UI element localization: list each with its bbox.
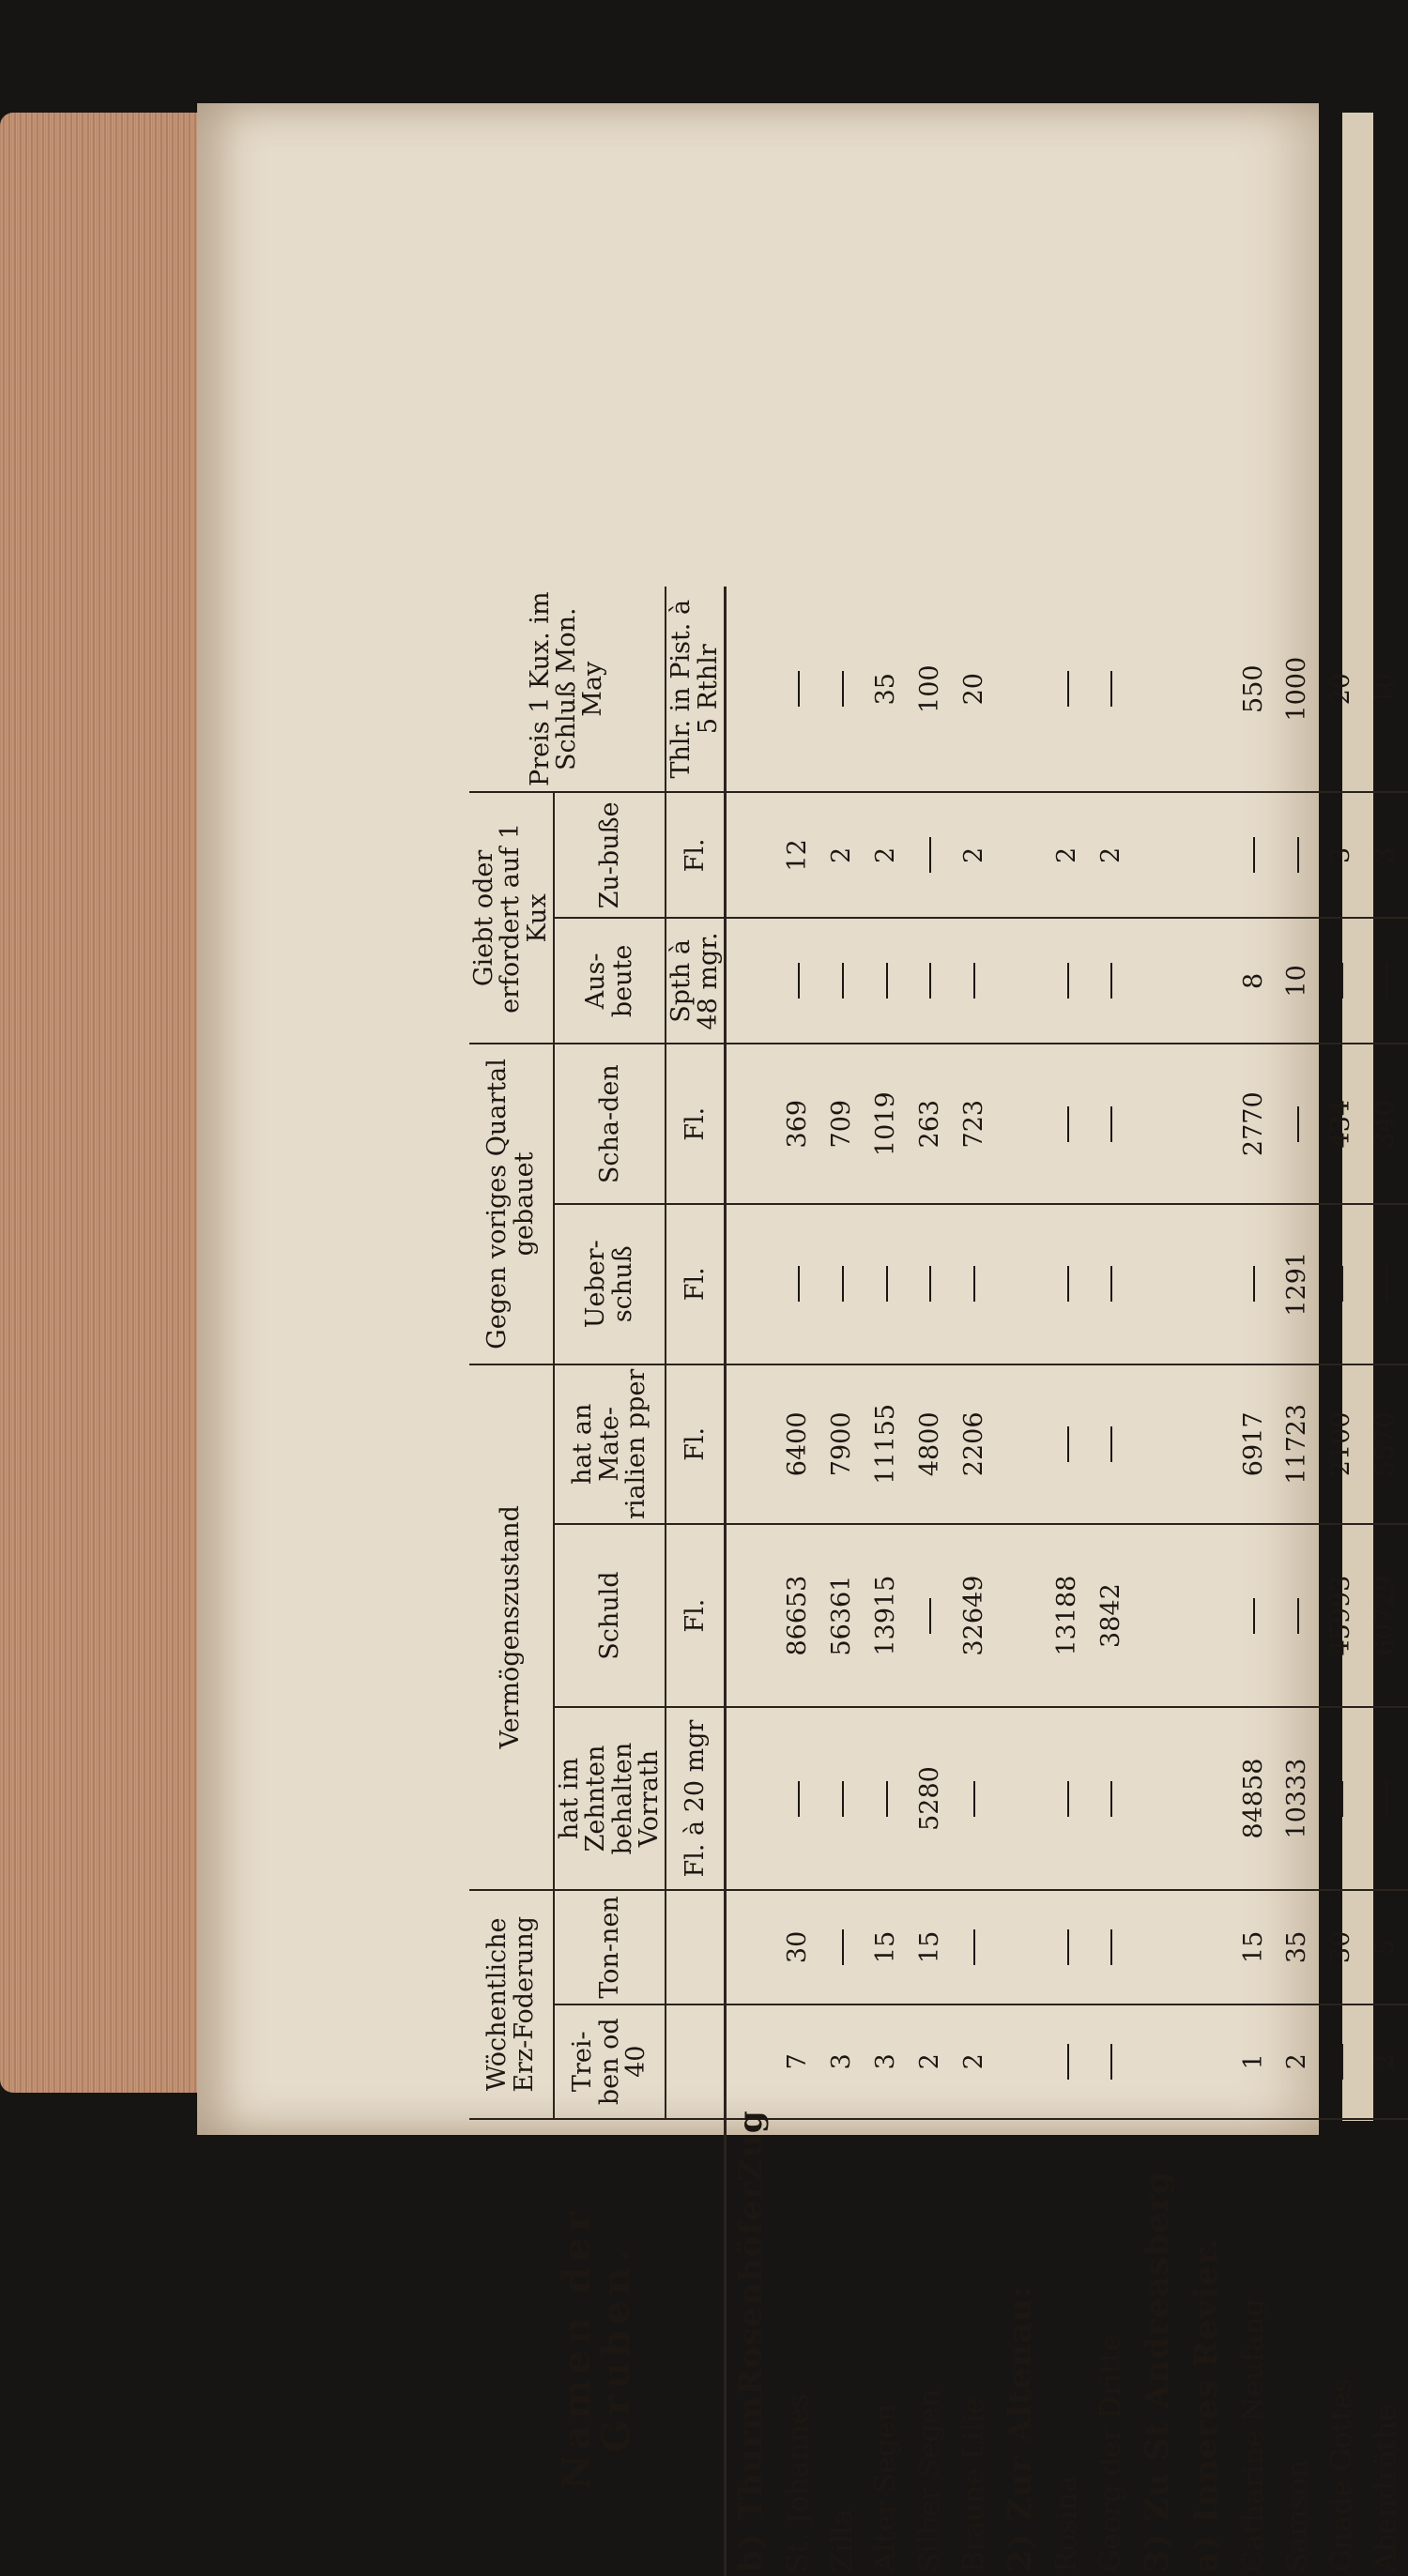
- cell-tonnen: [820, 1890, 865, 2004]
- cell-schaden: [996, 1044, 1045, 1204]
- cell-schuld: 13188: [1046, 1524, 1090, 1707]
- cell-schaden: 434: [1320, 1044, 1364, 1204]
- dash-mark: [1110, 2044, 1112, 2080]
- cell-zubusse: 2: [865, 792, 909, 918]
- mines-table: [469, 587, 1408, 2576]
- cell-zubusse: 2: [952, 792, 996, 918]
- cell-tonnen: [996, 1890, 1045, 2004]
- cell-schaden: 340: [1364, 1044, 1408, 1204]
- cell-zubusse: [1232, 792, 1276, 918]
- cell-tonnen: [1134, 1890, 1183, 2004]
- cell-tonnen: 35: [1276, 1890, 1320, 2004]
- table-row: [1232, 587, 1276, 2576]
- cell-treiben: 3: [865, 2004, 909, 2119]
- cell-treiben: 3: [820, 2004, 865, 2119]
- dash-mark: [886, 963, 888, 998]
- cell-schuld: 45993: [1320, 1524, 1364, 1707]
- cell-schaden: 1019: [865, 1044, 909, 1204]
- dash-mark: [929, 837, 931, 873]
- dash-mark: [1110, 1929, 1112, 1965]
- cell-zubusse: 2: [1046, 792, 1090, 918]
- cell-tonnen: [726, 1890, 776, 2004]
- dash-mark: [1067, 1781, 1069, 1817]
- header-ausbeute: Aus-beute: [554, 918, 666, 1044]
- dash-mark: [798, 1781, 800, 1817]
- dash-mark: [973, 963, 975, 998]
- cell-schaden: [1276, 1044, 1320, 1204]
- mine-name: Abendröthe: [1364, 2119, 1408, 2576]
- dash-mark: [929, 963, 931, 998]
- header-vermoegen: Vermögenszustand: [469, 1364, 554, 1890]
- cell-zubusse: 2: [1090, 792, 1134, 918]
- cell-preis: 20: [1326, 673, 1356, 706]
- table-row: [1276, 587, 1320, 2576]
- mine-name: Silber Segen: [909, 2119, 953, 2576]
- table-row: [1046, 587, 1090, 2576]
- header-gegen: Gegen voriges Quartal gebauet: [469, 1044, 554, 1364]
- cell-vorrath: [865, 1707, 909, 1890]
- mine-name: St. Johannes: [776, 2119, 820, 2576]
- cell-preis: 100: [914, 664, 944, 713]
- cell-tonnen: 15: [865, 1890, 909, 2004]
- cell-schaden: [1046, 1044, 1090, 1204]
- dash-mark: [973, 1781, 975, 1817]
- cell-schaden: [1134, 1044, 1183, 1204]
- cell-schuld: [1134, 1524, 1183, 1707]
- cell-preis: [820, 587, 865, 792]
- cell-mat: 7900: [820, 1364, 865, 1525]
- dash-mark: [798, 671, 800, 707]
- cell-ausbeute: 10: [1276, 918, 1320, 1044]
- dash-mark: [1110, 963, 1112, 998]
- dash-mark: [842, 1266, 844, 1302]
- cell-schaden: [1090, 1044, 1134, 1204]
- section-row: [1134, 587, 1183, 2576]
- table-row: [776, 587, 820, 2576]
- cell-mat: 2100: [1320, 1364, 1364, 1525]
- mine-name: Rosina: [1046, 2119, 1090, 2576]
- cell-vorrath: [1320, 1707, 1364, 1890]
- dash-mark: [1341, 2044, 1343, 2080]
- header-materialien: hat an Mate-rialien pper: [554, 1364, 666, 1525]
- dash-mark: [1110, 1781, 1112, 1817]
- cell-treiben: [1134, 2004, 1183, 2119]
- dash-mark: [1110, 1266, 1112, 1302]
- dash-mark: [1110, 1106, 1112, 1142]
- cell-mat: [1090, 1364, 1134, 1525]
- dash-mark: [842, 1929, 844, 1965]
- header-schuld: Schuld: [554, 1524, 666, 1707]
- header-schaden: Scha-den: [554, 1044, 666, 1204]
- mine-name: Braune Lilie: [952, 2119, 996, 2576]
- mine-name: Alter Segen: [865, 2119, 909, 2576]
- section-label: b) ThurmRosenhöferZug: [726, 2119, 776, 2576]
- cell-ueber: [1183, 1204, 1232, 1364]
- cell-ausbeute: 8: [1232, 918, 1276, 1044]
- cell-zubusse: 3: [1320, 792, 1364, 918]
- cell-schuld: 32649: [952, 1524, 996, 1707]
- cell-zubusse: [726, 792, 776, 918]
- cell-tonnen: [1090, 1890, 1134, 2004]
- cell-treiben: 1: [1232, 2004, 1276, 2119]
- cell-schaden: 709: [820, 1044, 865, 1204]
- section-row: [1183, 587, 1232, 2576]
- cell-tonnen: 5: [1364, 1890, 1408, 2004]
- cell-ausbeute: [1320, 918, 1364, 1044]
- dash-mark: [1253, 837, 1255, 873]
- cell-treiben: 2: [909, 2004, 953, 2119]
- cell-ueber: [1090, 1204, 1134, 1364]
- dash-mark: [842, 963, 844, 998]
- cell-treiben: 2: [1276, 2004, 1320, 2119]
- cell-vorrath: [952, 1707, 996, 1890]
- dash-mark: [1385, 1781, 1387, 1817]
- cell-schuld: [996, 1524, 1045, 1707]
- cell-preis: [1046, 587, 1090, 792]
- dash-mark: [1067, 1426, 1069, 1462]
- cell-schuld: 3842: [1090, 1524, 1134, 1707]
- cell-ueber: [952, 1204, 996, 1364]
- cell-vorrath: 10333: [1276, 1707, 1320, 1890]
- cell-ueber: [1046, 1204, 1090, 1364]
- cell-ausbeute: [1134, 918, 1183, 1044]
- mine-name: Gnade Gottes: [1320, 2119, 1364, 2576]
- unit-zubusse: Fl.: [666, 792, 725, 918]
- unit-ueberschuss: Fl.: [666, 1204, 725, 1364]
- dash-mark: [1067, 1266, 1069, 1302]
- cell-ueber: [726, 1204, 776, 1364]
- cell-vorrath: [1134, 1707, 1183, 1890]
- cell-ueber: [820, 1204, 865, 1364]
- dash-mark: [1067, 1106, 1069, 1142]
- dash-mark: [1385, 963, 1387, 998]
- cell-zubusse: [996, 792, 1045, 918]
- header-zubusse: Zu-buße: [554, 792, 666, 918]
- cell-mat: 11723: [1276, 1364, 1320, 1525]
- header-ueberschuss: Ueber-schuß: [554, 1204, 666, 1364]
- dash-mark: [886, 1781, 888, 1817]
- cell-vorrath: 5280: [909, 1707, 953, 1890]
- dash-mark: [1297, 1598, 1299, 1634]
- table-body: [726, 587, 1408, 2576]
- unit-preis: Thlr. in Pist. à 5 Rthlr: [666, 587, 725, 792]
- cell-zubusse: [909, 792, 953, 918]
- cell-schaden: 723: [952, 1044, 996, 1204]
- cell-ausbeute: [1364, 918, 1408, 1044]
- cell-ueber: [1134, 1204, 1183, 1364]
- cell-schaden: 2770: [1232, 1044, 1276, 1204]
- cell-zubusse: [1134, 792, 1183, 918]
- dash-mark: [842, 671, 844, 707]
- cell-treiben: 2: [1364, 2004, 1408, 2119]
- dash-mark: [1297, 1106, 1299, 1142]
- dash-mark: [798, 963, 800, 998]
- cell-mat: [996, 1364, 1045, 1525]
- cell-vorrath: [996, 1707, 1045, 1890]
- header-woechentliche: Wöchentliche Erz-Foderung: [469, 1890, 554, 2119]
- cell-preis: [726, 587, 776, 792]
- dash-mark: [1253, 1266, 1255, 1302]
- cell-schuld: [726, 1524, 776, 1707]
- cell-schuld: [909, 1524, 953, 1707]
- cell-schaden: 369: [776, 1044, 820, 1204]
- dash-mark: [1067, 963, 1069, 998]
- table-row: [1320, 587, 1364, 2576]
- dash-mark: [1341, 1266, 1343, 1302]
- cell-mat: [1046, 1364, 1090, 1525]
- cell-preis: [1183, 587, 1232, 792]
- cell-treiben: [1183, 2004, 1232, 2119]
- dash-mark: [1253, 1598, 1255, 1634]
- cell-preis: 10: [1370, 673, 1400, 706]
- dash-mark: [929, 1598, 931, 1634]
- dash-mark: [1110, 1426, 1112, 1462]
- section-row: [996, 587, 1045, 2576]
- cell-mat: [1134, 1364, 1183, 1525]
- cell-mat: 4800: [909, 1364, 953, 1525]
- cell-ausbeute: [952, 918, 996, 1044]
- table-row: [952, 587, 996, 2576]
- dash-mark: [842, 1781, 844, 1817]
- section-row: [726, 587, 776, 2576]
- cell-schaden: [1183, 1044, 1232, 1204]
- dash-mark: [1341, 1781, 1343, 1817]
- cell-vorrath: 84858: [1232, 1707, 1276, 1890]
- cell-schaden: 263: [909, 1044, 953, 1204]
- unit-schuld: Fl.: [666, 1524, 725, 1707]
- cell-vorrath: [1183, 1707, 1232, 1890]
- cell-mat: [1183, 1364, 1232, 1525]
- dash-mark: [798, 1266, 800, 1302]
- cell-treiben: [996, 2004, 1045, 2119]
- cell-vorrath: [820, 1707, 865, 1890]
- cell-preis: 35: [871, 673, 900, 706]
- dash-mark: [1385, 1266, 1387, 1302]
- section-label: 2) Zur Altenau:: [996, 2119, 1045, 2576]
- dash-mark: [1067, 671, 1069, 707]
- cell-schuld: 56361: [820, 1524, 865, 1707]
- cell-tonnen: [1183, 1890, 1232, 2004]
- cell-treiben: [1046, 2004, 1090, 2119]
- cell-treiben: 7: [776, 2004, 820, 2119]
- cell-preis: [996, 587, 1045, 792]
- cell-tonnen: [952, 1890, 996, 2004]
- header-tonnen: Ton-nen: [554, 1890, 666, 2004]
- cell-vorrath: [776, 1707, 820, 1890]
- cell-ueber: [996, 1204, 1045, 1364]
- header-vorrath: hat im Zehnten behalten Vorrath: [554, 1707, 666, 1890]
- header-preis: Preis 1 Kux. im Schluß Mon. May: [469, 587, 666, 792]
- dash-mark: [929, 1266, 931, 1302]
- cell-schuld: 86653: [776, 1524, 820, 1707]
- unit-materialien: Fl.: [666, 1364, 725, 1525]
- cell-ueber: [909, 1204, 953, 1364]
- mine-name: Samson: [1276, 2119, 1320, 2576]
- cell-ueber: [865, 1204, 909, 1364]
- cell-vorrath: [1090, 1707, 1134, 1890]
- cell-zubusse: 3: [1364, 792, 1408, 918]
- cell-mat: 11155: [865, 1364, 909, 1525]
- cell-ausbeute: [1046, 918, 1090, 1044]
- dash-mark: [1067, 1929, 1069, 1965]
- cell-schuld: [1232, 1524, 1276, 1707]
- cell-schuld: [1183, 1524, 1232, 1707]
- cell-tonnen: 30: [776, 1890, 820, 2004]
- table-row: [865, 587, 909, 2576]
- cell-treiben: 2: [952, 2004, 996, 2119]
- section-label: a) Inneres Revier.: [1183, 2119, 1232, 2576]
- mine-name: Georg der Dritte: [1090, 2119, 1134, 2576]
- cell-mat: 6400: [776, 1364, 820, 1525]
- cell-tonnen: 15: [1232, 1890, 1276, 2004]
- cell-mat: 2206: [952, 1364, 996, 1525]
- dash-mark: [1297, 837, 1299, 873]
- cell-preis: 1000: [1282, 656, 1312, 722]
- cell-ausbeute: [776, 918, 820, 1044]
- cell-tonnen: 15: [909, 1890, 953, 2004]
- dash-mark: [973, 1266, 975, 1302]
- rotated-table-container: [469, 587, 1408, 2576]
- cell-ausbeute: [726, 918, 776, 1044]
- cell-preis: 20: [958, 673, 988, 706]
- dash-mark: [973, 1929, 975, 1965]
- cell-ausbeute: [996, 918, 1045, 1044]
- cell-schuld: 60729: [1364, 1524, 1408, 1707]
- dash-mark: [1110, 671, 1112, 707]
- cell-zubusse: 2: [820, 792, 865, 918]
- cell-preis: [776, 587, 820, 792]
- cell-mat: [726, 1364, 776, 1525]
- cell-vorrath: [1364, 1707, 1408, 1890]
- cell-preis: [1090, 587, 1134, 792]
- book-page-edges: [0, 113, 197, 2093]
- table-row: [820, 587, 865, 2576]
- cell-schuld: [1276, 1524, 1320, 1707]
- section-label: 3) Zu St Andreasberg: [1134, 2119, 1183, 2576]
- unit-ausbeute: Spth à 48 mgr.: [666, 918, 725, 1044]
- cell-vorrath: [726, 1707, 776, 1890]
- unit-schaden: Fl.: [666, 1044, 725, 1204]
- table-row: [909, 587, 953, 2576]
- cell-preis: 550: [1238, 664, 1268, 713]
- dash-mark: [886, 1266, 888, 1302]
- cell-ausbeute: [865, 918, 909, 1044]
- cell-schuld: 13915: [865, 1524, 909, 1707]
- cell-mat: 6917: [1232, 1364, 1276, 1525]
- unit-vorrath: Fl. à 20 mgr: [666, 1707, 725, 1890]
- table-row: [1364, 587, 1408, 2576]
- mine-name: Zilla: [820, 2119, 865, 2576]
- header-row-1: [469, 587, 554, 2576]
- cell-ausbeute: [1183, 918, 1232, 1044]
- cell-ueber: [776, 1204, 820, 1364]
- cell-ausbeute: [1090, 918, 1134, 1044]
- cell-treiben: [1320, 2004, 1364, 2119]
- table-row: [1090, 587, 1134, 2576]
- cell-zubusse: 12: [776, 792, 820, 918]
- cell-tonnen: [1046, 1890, 1090, 2004]
- cell-ueber: [1364, 1204, 1408, 1364]
- cell-mat: 5570: [1364, 1364, 1408, 1525]
- cell-treiben: [726, 2004, 776, 2119]
- dash-mark: [1341, 963, 1343, 998]
- header-treiben: Trei-ben od 40: [554, 2004, 666, 2119]
- header-name: Namen der Gruben.: [469, 2119, 726, 2576]
- dash-mark: [1067, 2044, 1069, 2080]
- cell-preis: [1134, 587, 1183, 792]
- cell-ausbeute: [820, 918, 865, 1044]
- cell-vorrath: [1046, 1707, 1090, 1890]
- book-page: [197, 103, 1402, 2572]
- cell-zubusse: [1276, 792, 1320, 918]
- header-giebt: Giebt oder erfordert auf 1 Kux: [469, 792, 554, 1044]
- cell-ueber: 1291: [1276, 1204, 1320, 1364]
- mine-name: Catharine Neufang: [1232, 2119, 1276, 2576]
- cell-zubusse: [1183, 792, 1232, 918]
- cell-treiben: [1090, 2004, 1134, 2119]
- cell-ueber: [1232, 1204, 1276, 1364]
- cell-ausbeute: [909, 918, 953, 1044]
- cell-ueber: [1320, 1204, 1364, 1364]
- cell-tonnen: 30: [1320, 1890, 1364, 2004]
- cell-schaden: [726, 1044, 776, 1204]
